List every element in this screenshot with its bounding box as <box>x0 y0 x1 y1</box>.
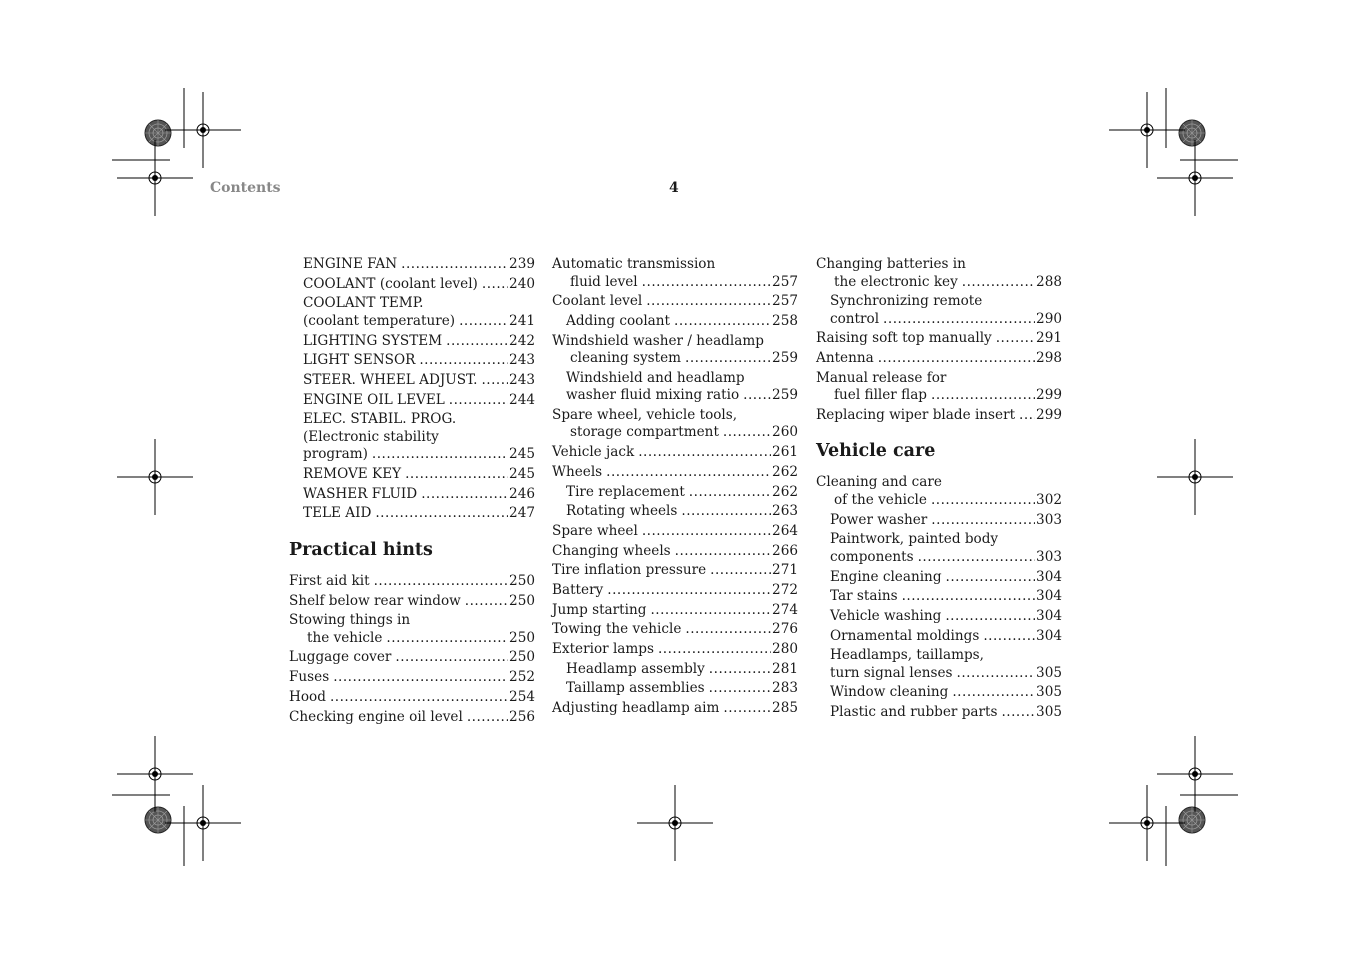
dot-leader <box>689 484 771 502</box>
toc-entry-text: Changing batteries in <box>816 256 966 272</box>
toc-page-number: 266 <box>772 542 798 559</box>
toc-entry[interactable] <box>552 680 798 698</box>
toc-entry[interactable] <box>552 464 798 482</box>
toc-entry[interactable] <box>552 602 798 620</box>
toc-page-number: 250 <box>509 592 535 609</box>
toc-page-number: 258 <box>772 312 798 329</box>
toc-entry-text: Windshield and headlamp <box>566 369 745 386</box>
toc-column-2 <box>552 256 798 720</box>
toc-page-number: 263 <box>772 503 798 520</box>
toc-entry-text: Rotating wheels <box>566 503 678 520</box>
toc-entry[interactable] <box>552 562 798 580</box>
toc-entry-text: Antenna <box>816 350 874 367</box>
toc-entry[interactable] <box>289 486 535 504</box>
section-heading: Practical hints <box>289 539 433 560</box>
dot-leader <box>946 569 1036 587</box>
toc-entry-text: Synchronizing remote <box>830 293 983 310</box>
dot-leader <box>650 602 771 620</box>
toc-page-number: 242 <box>509 332 535 349</box>
dot-leader <box>674 313 771 331</box>
dot-leader <box>642 523 771 541</box>
toc-entry-text: Adding coolant <box>566 312 670 329</box>
toc-page-number: 283 <box>772 680 798 697</box>
toc-entry[interactable] <box>289 709 535 727</box>
toc-entry[interactable] <box>552 523 798 541</box>
toc-entry[interactable] <box>289 256 535 274</box>
toc-page-number: 305 <box>1036 684 1062 701</box>
toc-entry[interactable] <box>289 612 535 647</box>
toc-entry[interactable] <box>552 621 798 639</box>
toc-entry-text: Wheels <box>552 463 603 480</box>
toc-entry-text: turn signal lenses <box>830 664 953 681</box>
dot-leader <box>374 573 508 591</box>
toc-entry[interactable] <box>552 293 798 311</box>
toc-entry-text: Raising soft top manually <box>816 330 992 347</box>
toc-page-number: 299 <box>1036 406 1062 423</box>
toc-entry[interactable] <box>552 700 798 718</box>
toc-page-number: 241 <box>509 312 535 329</box>
toc-entry[interactable] <box>816 293 1062 328</box>
dot-leader <box>952 684 1035 702</box>
toc-entry[interactable] <box>816 531 1062 566</box>
toc-page-number: 280 <box>772 641 798 657</box>
dot-leader <box>685 350 771 368</box>
toc-entry[interactable] <box>552 582 798 600</box>
dot-leader <box>723 424 771 442</box>
dot-leader <box>459 313 508 331</box>
toc-entry-text: COOLANT TEMP. <box>303 295 424 312</box>
toc-page-number: 302 <box>1036 491 1062 508</box>
toc-page-number: 262 <box>772 483 798 500</box>
toc-entry[interactable] <box>816 608 1062 626</box>
toc-entry[interactable] <box>816 628 1062 646</box>
toc-entry-text: Luggage cover <box>289 649 392 666</box>
toc-entry[interactable] <box>816 407 1062 425</box>
toc-entry[interactable] <box>552 641 798 659</box>
dot-leader <box>710 562 771 580</box>
toc-entry-text: Spare wheel, vehicle tools, <box>552 406 738 423</box>
toc-entry-text: (coolant temperature) <box>303 312 456 329</box>
toc-entry-text: Engine cleaning <box>830 568 942 585</box>
toc-page-number: 272 <box>772 581 798 598</box>
toc-entry[interactable] <box>816 330 1062 348</box>
toc-entry[interactable] <box>816 370 1062 405</box>
toc-entry-text: REMOVE KEY <box>303 466 402 482</box>
toc-entry-text: Stowing things in <box>289 612 411 629</box>
dot-leader <box>685 621 771 639</box>
toc-entry-text: ELEC. STABIL. PROG. <box>303 411 457 428</box>
dot-leader <box>1019 407 1035 425</box>
toc-entry-text: Tar stains <box>830 588 898 605</box>
toc-page-number: 239 <box>509 256 535 272</box>
toc-entry-text: components <box>830 548 914 565</box>
toc-entry[interactable] <box>289 392 535 410</box>
dot-leader <box>446 333 508 351</box>
toc-page-number: 264 <box>772 522 798 539</box>
toc-page-number: 243 <box>509 371 535 388</box>
toc-page-number: 304 <box>1036 607 1062 624</box>
toc-entry-text: Jump starting <box>552 601 647 618</box>
toc-page-number: 304 <box>1036 568 1062 585</box>
toc-entry-text: program) <box>303 446 368 463</box>
dot-leader <box>386 630 508 648</box>
dot-leader <box>931 512 1035 530</box>
toc-entry[interactable] <box>552 503 798 521</box>
toc-page-number: 240 <box>509 275 535 292</box>
dot-leader <box>675 543 771 561</box>
toc-entry-text: the electronic key <box>834 273 958 290</box>
toc-entry-text: the vehicle <box>307 629 383 646</box>
dot-leader <box>983 628 1035 646</box>
toc-entry-text: Windshield washer / headlamp <box>552 332 764 349</box>
toc-page-number: 260 <box>772 424 798 441</box>
toc-entry[interactable] <box>289 411 535 464</box>
toc-entry-text: Vehicle washing <box>830 607 942 624</box>
toc-page-number: 291 <box>1036 330 1062 347</box>
dot-leader <box>405 466 508 484</box>
toc-page-number: 298 <box>1036 350 1062 367</box>
toc-entry[interactable] <box>552 484 798 502</box>
dot-leader <box>375 505 508 523</box>
dot-leader <box>467 709 508 727</box>
dot-leader <box>945 608 1035 626</box>
dot-leader <box>646 293 771 311</box>
toc-entry[interactable] <box>552 407 798 442</box>
toc-entry-text: Fuses <box>289 669 330 686</box>
dot-leader <box>709 661 771 679</box>
toc-page-number: 271 <box>772 562 798 579</box>
dot-leader <box>395 649 508 667</box>
toc-page-number: 259 <box>772 350 798 367</box>
toc-entry-text: Tire replacement <box>566 483 685 500</box>
toc-entry-text: Battery <box>552 581 604 598</box>
dot-leader <box>883 311 1035 329</box>
toc-page-number: 281 <box>772 660 798 677</box>
toc-entry-text: STEER. WHEEL ADJUST. <box>303 371 478 388</box>
toc-page-number: 305 <box>1036 704 1062 721</box>
toc-entry-text: Adjusting headlamp aim <box>552 700 720 717</box>
toc-entry-text: LIGHT SENSOR <box>303 352 416 369</box>
dot-leader <box>330 689 508 707</box>
toc-entry-text: Power washer <box>830 511 928 528</box>
toc-page-number: 285 <box>772 700 798 717</box>
toc-entry-text: First aid kit <box>289 572 370 589</box>
dot-leader <box>878 350 1035 368</box>
toc-page-number: 288 <box>1036 273 1062 290</box>
toc-entry[interactable] <box>289 466 535 484</box>
toc-page-number: 304 <box>1036 588 1062 605</box>
toc-entry[interactable] <box>552 370 798 405</box>
running-header-section: Contents <box>210 180 281 196</box>
toc-entry[interactable] <box>289 333 535 351</box>
toc-page-number: 299 <box>1036 387 1062 404</box>
dot-leader <box>1001 704 1035 722</box>
toc-entry-text: cleaning system <box>570 350 682 367</box>
dot-leader <box>723 700 771 718</box>
toc-entry[interactable] <box>289 669 535 687</box>
toc-page-number: 256 <box>509 708 535 725</box>
toc-column-3 <box>816 256 1062 724</box>
page-number: 4 <box>669 180 679 196</box>
toc-entry-text: Automatic transmission <box>552 256 716 272</box>
toc-entry[interactable] <box>289 505 535 523</box>
toc-entry-text: control <box>830 310 880 327</box>
toc-entry-text: Checking engine oil level <box>289 708 463 725</box>
toc-page-number: 250 <box>509 629 535 646</box>
toc-entry-text: Headlamps, taillamps, <box>830 647 984 664</box>
toc-entry[interactable] <box>816 256 1062 291</box>
toc-page-number: 254 <box>509 688 535 705</box>
toc-entry[interactable] <box>289 689 535 707</box>
toc-entry-text: Ornamental moldings <box>830 627 980 644</box>
toc-entry-text: storage compartment <box>570 424 719 441</box>
toc-entry-text: Exterior lamps <box>552 641 654 657</box>
toc-entry[interactable] <box>816 588 1062 606</box>
dot-leader <box>638 444 771 462</box>
toc-entry[interactable] <box>816 647 1062 682</box>
toc-entry-text: fuel filler flap <box>834 387 927 404</box>
toc-page-number: 305 <box>1036 664 1062 681</box>
dot-leader <box>642 274 771 292</box>
toc-entry[interactable] <box>552 333 798 368</box>
toc-entry-text: TELE AID <box>303 505 372 522</box>
toc-entry-text: COOLANT (coolant level) <box>303 275 478 292</box>
toc-page-number: 246 <box>509 485 535 502</box>
toc-entry-text: Plastic and rubber parts <box>830 704 998 721</box>
toc-entry-text: ENGINE OIL LEVEL <box>303 391 445 408</box>
toc-page-number: 250 <box>509 572 535 589</box>
dot-leader <box>962 274 1035 292</box>
toc-page-number: 262 <box>772 463 798 480</box>
toc-entry[interactable] <box>289 593 535 611</box>
toc-entry-text: Hood <box>289 688 326 705</box>
dot-leader <box>421 486 508 504</box>
toc-entry-text: fluid level <box>570 273 638 290</box>
toc-entry-text: Replacing wiper blade insert <box>816 406 1016 423</box>
toc-page-number: 259 <box>772 387 798 404</box>
toc-entry[interactable] <box>289 649 535 667</box>
toc-page-number: 261 <box>772 444 798 461</box>
toc-page-number: 257 <box>772 293 798 310</box>
toc-entry-text: LIGHTING SYSTEM <box>303 332 443 349</box>
toc-entry-text: WASHER FLUID <box>303 485 418 502</box>
toc-entry[interactable] <box>552 313 798 331</box>
dot-leader <box>931 387 1035 405</box>
toc-entry[interactable] <box>816 569 1062 587</box>
toc-entry-text: Window cleaning <box>830 684 949 701</box>
toc-entry[interactable] <box>289 295 535 330</box>
toc-entry-text: Spare wheel <box>552 522 638 539</box>
toc-page-number: 252 <box>509 669 535 686</box>
toc-entry-text: Manual release for <box>816 369 947 386</box>
dot-leader <box>607 582 771 600</box>
toc-entry-text: Paintwork, painted body <box>830 531 999 548</box>
toc-page-number: 247 <box>509 505 535 522</box>
dot-leader <box>465 593 508 611</box>
toc-entry-text: Headlamp assembly <box>566 660 705 677</box>
toc-entry-text: of the vehicle <box>834 491 927 508</box>
section-heading: Vehicle care <box>816 441 936 462</box>
toc-entry[interactable] <box>816 704 1062 722</box>
toc-column-1 <box>289 256 535 728</box>
toc-entry[interactable] <box>552 661 798 679</box>
toc-page-number: 243 <box>509 352 535 369</box>
toc-page-number: 245 <box>509 466 535 482</box>
toc-entry[interactable] <box>289 372 535 390</box>
toc-page-number: 276 <box>772 621 798 638</box>
toc-page-number: 304 <box>1036 627 1062 644</box>
toc-entry-text: Coolant level <box>552 293 643 310</box>
dot-leader <box>401 256 508 274</box>
toc-entry[interactable] <box>816 474 1062 509</box>
dot-leader <box>606 464 771 482</box>
toc-entry[interactable] <box>816 684 1062 702</box>
dot-leader <box>372 446 508 464</box>
dot-leader <box>918 549 1035 567</box>
toc-entry[interactable] <box>552 444 798 462</box>
dot-leader <box>996 330 1035 348</box>
toc-page-number: 257 <box>772 273 798 290</box>
dot-leader <box>481 372 508 390</box>
toc-entry-text: ENGINE FAN <box>303 256 398 272</box>
toc-page-number: 245 <box>509 446 535 463</box>
toc-entry[interactable] <box>552 543 798 561</box>
toc-entry-text: Changing wheels <box>552 542 671 559</box>
toc-page-number: 244 <box>509 391 535 408</box>
dot-leader <box>333 669 508 687</box>
dot-leader <box>902 588 1035 606</box>
toc-entry[interactable] <box>289 276 535 294</box>
dot-leader <box>709 680 771 698</box>
toc-page-number: 303 <box>1036 511 1062 528</box>
toc-entry-text: washer fluid mixing ratio <box>566 387 740 404</box>
toc-entry-text: Cleaning and care <box>816 474 942 491</box>
dot-leader <box>931 492 1035 510</box>
toc-entry-text: Shelf below rear window <box>289 592 461 609</box>
dot-leader <box>658 641 771 659</box>
toc-entry-text: Vehicle jack <box>552 444 635 461</box>
toc-entry-text: Towing the vehicle <box>552 621 682 638</box>
toc-entry-text: Tire inflation pressure <box>552 562 707 579</box>
toc-entry[interactable] <box>552 256 798 291</box>
toc-page-number: 274 <box>772 601 798 618</box>
dot-leader <box>681 503 771 521</box>
dot-leader <box>449 392 508 410</box>
toc-page-number: 250 <box>509 649 535 666</box>
toc-entry-text: Taillamp assemblies <box>566 680 705 697</box>
toc-entry[interactable] <box>816 350 1062 368</box>
toc-entry-text: (Electronic stability <box>303 428 439 445</box>
toc-page-number: 303 <box>1036 548 1062 565</box>
dot-leader <box>482 276 508 294</box>
dot-leader <box>419 352 508 370</box>
dot-leader <box>957 665 1036 683</box>
toc-entry[interactable] <box>289 573 535 591</box>
dot-leader <box>743 387 771 405</box>
toc-page-number: 290 <box>1036 310 1062 327</box>
toc-entry[interactable] <box>816 512 1062 530</box>
toc-entry[interactable] <box>289 352 535 370</box>
